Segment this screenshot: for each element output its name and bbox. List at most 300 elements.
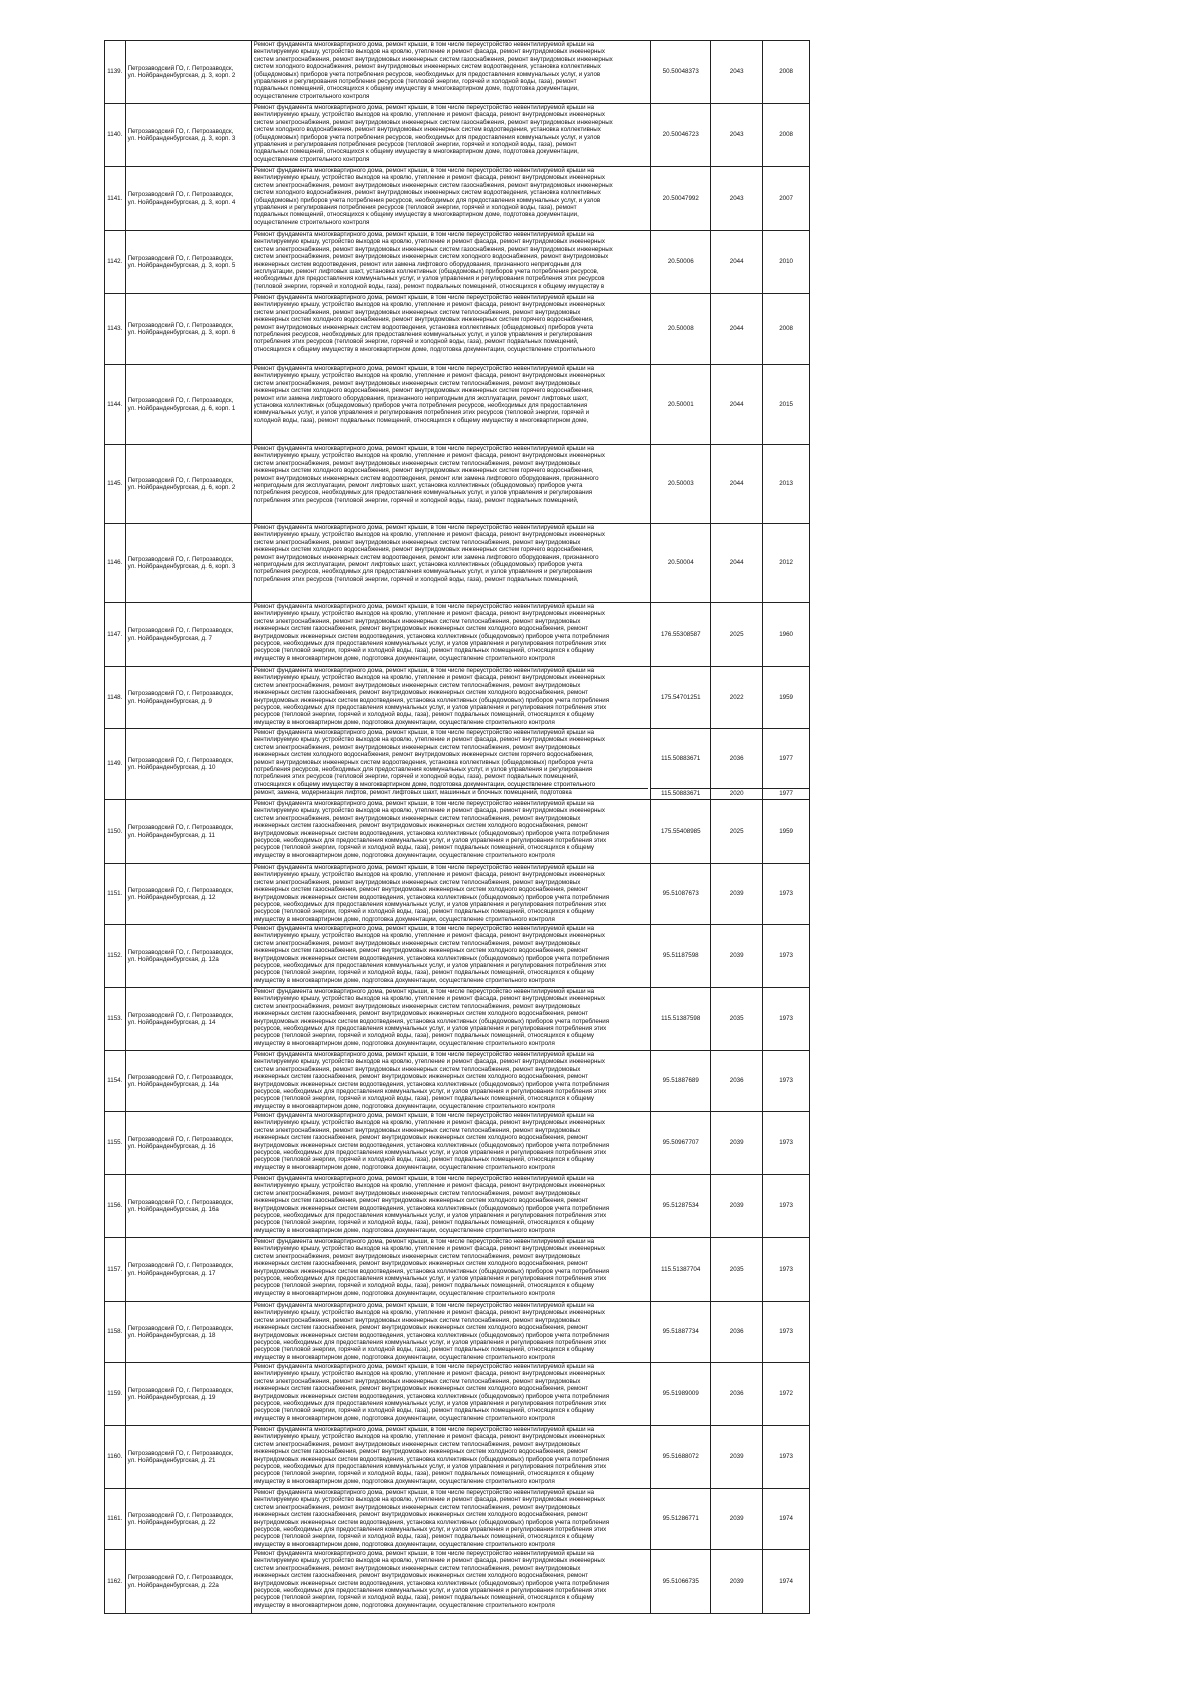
works-text	[254, 524, 649, 602]
table-row	[105, 603, 810, 667]
address-line-1: Петрозаводский ГО, г. Петрозаводск,	[127, 321, 234, 329]
works-line: имуществу в многоквартирном доме, подготовка документации, осуществление строительного контроля	[253, 1540, 555, 1548]
cost-cell: 95.51066735	[651, 1550, 711, 1614]
address-line-1: Петрозаводский ГО, г. Петрозаводск,	[127, 824, 234, 832]
works-line: систем электроснабжения, ремонт внутридомовых инженерных систем теплоснабжения, ремонт внутридомовых	[253, 878, 581, 886]
works-line: потребления этих ресурсов (тепловой энергии, горячей и холодной воды, газа), ремонт подвальных помещений,	[253, 575, 579, 583]
cost-value-lift: 115.50883671	[651, 788, 710, 799]
works-line: ресурсов (тепловой энергии, горячей и холодной воды, газа), ремонт подвальных помещений, относящихся к общему	[253, 1407, 595, 1415]
address-cell	[125, 729, 251, 800]
works-line: систем электроснабжения, ремонт внутридомовых инженерных систем теплоснабжения, ремонт внутридомовых	[253, 538, 581, 546]
works-line: Ремонт фундамента многоквартирного дома, ремонт крыши, в том числе переустройство невентилируемой крыши на	[253, 167, 595, 174]
works-list-cell	[251, 925, 651, 988]
row-number: 1153.	[105, 988, 126, 1051]
works-text	[254, 231, 649, 293]
plan-cell: 2043	[711, 41, 763, 104]
address-line-2: ул. Нойбранденбургская, д. 3, корп. 3	[127, 135, 236, 142]
works-line: систем электроснабжения, ремонт внутридомовых инженерных систем газоснабжения, ремонт внутридомовых инженерных	[253, 181, 613, 189]
works-line: систем электроснабжения, ремонт внутридомовых инженерных систем холодного водоснабжения, ремонт внутридомовых	[253, 253, 609, 261]
works-line: систем электроснабжения, ремонт внутридомовых инженерных систем теплоснабжения, ремонт внутридомовых	[253, 308, 581, 316]
row-number: 1160.	[105, 1426, 126, 1489]
works-line: ресурсов, необходимых для предоставления коммунальных услуг, и узлов управления и регулирования потребления этих	[253, 704, 607, 712]
works-line: ресурсов (тепловой энергии, горячей и холодной воды, газа), ремонт подвальных помещений, относящихся к общему	[253, 1032, 595, 1040]
year-cell: 2008	[763, 294, 810, 365]
works-line: инженерных систем газоснабжения, ремонт внутридомовых инженерных систем холодного водоснабжения, ремонт	[253, 947, 589, 955]
address-line-2: ул. Нойбранденбургская, д. 12а	[127, 956, 219, 963]
address-line-1: Петрозаводский ГО, г. Петрозаводск,	[127, 1324, 234, 1332]
works-line: ресурсов (тепловой энергии, горячей и холодной воды, газа), ремонт подвальных помещений, относящихся к общему	[253, 908, 595, 916]
address-line-1: Петрозаводский ГО, г. Петрозаводск,	[127, 476, 234, 484]
plan-cell: 2044	[711, 524, 763, 603]
works-list-cell	[251, 524, 651, 603]
row-number: 1162.	[105, 1550, 126, 1614]
address-line-2: ул. Нойбранденбургская, д. 3, корп. 5	[127, 262, 236, 269]
cost-cell: 20.50008	[651, 294, 711, 365]
works-line: имуществу в многоквартирном доме, подготовка документации, осуществление строительного контроля	[253, 1226, 555, 1234]
row-number: 1157.	[105, 1238, 126, 1302]
address-line-2: ул. Нойбранденбургская, д. 22	[127, 1519, 216, 1526]
table-row	[105, 1302, 810, 1363]
works-list-cell	[251, 667, 651, 729]
year-cell: 1960	[763, 603, 810, 667]
address-cell	[125, 231, 251, 294]
row-number: 1140.	[105, 104, 126, 167]
works-line: Ремонт фундамента многоквартирного дома, ремонт крыши, в том числе переустройство невентилируемой крыши на	[253, 1175, 595, 1182]
address-cell	[125, 1238, 251, 1302]
table-row	[105, 1426, 810, 1489]
row-number: 1139.	[105, 41, 126, 104]
address-cell	[125, 1363, 251, 1426]
works-line: Ремонт фундамента многоквартирного дома, ремонт крыши, в том числе переустройство невентилируемой крыши на	[253, 104, 595, 111]
year-cell: 2008	[763, 41, 810, 104]
works-line: вентилируемую крышу, устройство выходов на кровлю, утепление и ремонт фасада, ремонт внутридомовых инженерных	[253, 301, 605, 309]
works-line: ресурсов (тепловой энергии, горячей и холодной воды, газа), ремонт подвальных помещений, относящихся к общему	[253, 647, 595, 655]
year-cell: 2007	[763, 167, 810, 231]
works-text	[254, 41, 649, 103]
works-line: установка коллективных (общедомовых) приборов учета потребления ресурсов, необходимых для предоставления	[253, 402, 588, 410]
works-line: холодной воды, газа), ремонт подвальных помещений, относящихся к общему имуществу в многоквартирном доме,	[253, 416, 589, 424]
table-row	[105, 1550, 810, 1614]
works-line: инженерных систем газоснабжения, ремонт внутридомовых инженерных систем холодного водоснабжения, ремонт	[253, 1448, 589, 1456]
works-line: вентилируемую крышу, устройство выходов на кровлю, утепление и ремонт фасада, ремонт внутридомовых инженерных	[253, 736, 605, 744]
works-line: вентилируемую крышу, устройство выходов на кровлю, утепление и ремонт фасада, ремонт внутридомовых инженерных	[253, 1557, 605, 1565]
works-text	[254, 729, 649, 798]
works-text	[254, 988, 649, 1050]
works-line: ресурсов (тепловой энергии, горячей и холодной воды, газа), ремонт подвальных помещений, относящихся к общему	[253, 1470, 595, 1478]
works-line: инженерных систем газоснабжения, ремонт внутридомовых инженерных систем холодного водоснабжения, ремонт	[253, 1197, 589, 1205]
works-line: Ремонт фундамента многоквартирного дома, ремонт крыши, в том числе переустройство невентилируемой крыши на	[253, 667, 595, 674]
table-row	[105, 667, 810, 729]
works-list-cell	[251, 1112, 651, 1175]
works-line: ресурсов (тепловой энергии, горячей и холодной воды, газа), ремонт подвальных помещений, относящихся к общему	[253, 1346, 595, 1354]
works-list-cell	[251, 1489, 651, 1550]
cost-cell: 95.51887734	[651, 1302, 711, 1363]
works-line: управления и регулирования потребления ресурсов (тепловой энергии, горячей и холодной воды, газа), ремонт	[253, 78, 577, 86]
works-line: имуществу в многоквартирном доме, подготовка документации, осуществление строительного контроля	[253, 1102, 555, 1110]
works-line: вентилируемую крышу, устройство выходов на кровлю, утепление и ремонт фасада, ремонт внутридомовых инженерных	[253, 1496, 605, 1504]
address-cell	[125, 445, 251, 524]
table-row	[105, 167, 810, 231]
works-list-cell	[251, 864, 651, 925]
works-line: вентилируемую крышу, устройство выходов на кровлю, утепление и ремонт фасада, ремонт внутридомовых инженерных	[253, 1370, 605, 1378]
cost-cell: 95.51287534	[651, 1175, 711, 1238]
works-line: систем холодного водоснабжения, ремонт внутридомовых инженерных систем водоотведения, установка коллективных	[253, 63, 601, 71]
year-cell: 1973	[763, 925, 810, 988]
works-text	[254, 1302, 649, 1362]
works-line: ресурсов (тепловой энергии, горячей и холодной воды, газа), ремонт подвальных помещений, относящихся к общему	[253, 1219, 595, 1227]
cost-cell: 20.50003	[651, 445, 711, 524]
address-line-2: ул. Нойбранденбургская, д. 6, корп. 3	[127, 563, 236, 570]
works-line: систем электроснабжения, ремонт внутридомовых инженерных систем теплоснабжения, ремонт внутридомовых	[253, 743, 581, 751]
row-number: 1161.	[105, 1489, 126, 1550]
works-line: внутридомовых инженерных систем водоотведения, установка коллективных (общедомовых) приборов учета потребления	[253, 1392, 610, 1400]
address-cell	[125, 667, 251, 729]
address-line-1: Петрозаводский ГО, г. Петрозаводск,	[127, 1449, 234, 1457]
year-cell: 2008	[763, 104, 810, 167]
works-text	[254, 1426, 649, 1488]
row-number: 1143.	[105, 294, 126, 365]
works-line: ресурсов, необходимых для предоставления коммунальных услуг, и узлов управления и регулирования потребления этих	[253, 1275, 607, 1283]
row-number: 1156.	[105, 1175, 126, 1238]
works-line: систем электроснабжения, ремонт внутридомовых инженерных систем теплоснабжения, ремонт внутридомовых	[253, 1252, 581, 1260]
row-number: 1151.	[105, 864, 126, 925]
works-line: Ремонт фундамента многоквартирного дома, ремонт крыши, в том числе переустройство невентилируемой крыши на	[253, 1489, 595, 1496]
year-cell: 1974	[763, 1489, 810, 1550]
cost-cell: 95.51688072	[651, 1426, 711, 1489]
plan-cell: 2044	[711, 445, 763, 524]
works-line: Ремонт фундамента многоквартирного дома, ремонт крыши, в том числе переустройство невентилируемой крыши на	[253, 1238, 595, 1245]
works-line: внутридомовых инженерных систем водоотведения, установка коллективных (общедомовых) приборов учета потребления	[253, 954, 610, 962]
address-line-2: ул. Нойбранденбургская, д. 21	[127, 1457, 216, 1464]
table-body	[105, 41, 810, 1614]
works-line: Ремонт фундамента многоквартирного дома, ремонт крыши, в том числе переустройство невентилируемой крыши на	[253, 1112, 595, 1119]
works-line: подвальных помещений, относящихся к общему имуществу в многоквартирном доме, подготовка документации,	[253, 211, 579, 219]
works-line: Ремонт фундамента многоквартирного дома, ремонт крыши, в том числе переустройство невентилируемой крыши на	[253, 1426, 595, 1433]
works-line: систем холодного водоснабжения, ремонт внутридомовых инженерных систем водоотведения, установка коллективных	[253, 189, 601, 197]
works-line: инженерных систем газоснабжения, ремонт внутридомовых инженерных систем холодного водоснабжения, ремонт	[253, 1324, 589, 1332]
address-cell	[125, 104, 251, 167]
works-line: ресурсов, необходимых для предоставления коммунальных услуг, и узлов управления и регулирования потребления этих	[253, 1149, 607, 1157]
works-text	[254, 1238, 649, 1301]
works-line: вентилируемую крышу, устройство выходов на кровлю, утепление и ремонт фасада, ремонт внутридомовых инженерных	[253, 48, 605, 56]
works-line: вентилируемую крышу, устройство выходов на кровлю, утепление и ремонт фасада, ремонт внутридомовых инженерных	[253, 111, 605, 119]
works-line: Ремонт фундамента многоквартирного дома, ремонт крыши, в том числе переустройство невентилируемой крыши на	[253, 1051, 595, 1058]
address-line-2: ул. Нойбранденбургская, д. 3, корп. 2	[127, 72, 236, 79]
works-line: имуществу в многоквартирном доме, подготовка документации, осуществление строительного контроля	[253, 718, 555, 726]
works-line: вентилируемую крышу, устройство выходов на кровлю, утепление и ремонт фасада, ремонт внутридомовых инженерных	[253, 610, 605, 618]
row-number: 1158.	[105, 1302, 126, 1363]
year-value-lift: 1977	[763, 788, 809, 799]
plan-cell: 2036	[711, 1302, 763, 1363]
works-line: осуществление строительного контроля	[253, 155, 370, 163]
table-row	[105, 1489, 810, 1550]
works-line: Ремонт фундамента многоквартирного дома, ремонт крыши, в том числе переустройство невентилируемой крыши на	[253, 1302, 595, 1309]
cost-cell: 176.55308587	[651, 603, 711, 667]
works-line: имуществу в многоквартирном доме, подготовка документации, осуществление строительного контроля	[253, 654, 555, 662]
works-line: осуществление строительного контроля	[253, 92, 370, 100]
plan-cell: 2039	[711, 1175, 763, 1238]
works-list-cell	[251, 1426, 651, 1489]
works-list-cell	[251, 445, 651, 524]
works-line: инженерных систем газоснабжения, ремонт внутридомовых инженерных систем холодного водоснабжения, ремонт	[253, 1511, 589, 1519]
address-line-1: Петрозаводский ГО, г. Петрозаводск,	[127, 1574, 234, 1582]
plan-cell: 2036	[711, 1363, 763, 1426]
address-cell	[125, 1051, 251, 1112]
works-line: инженерных систем газоснабжения, ремонт внутридомовых инженерных систем холодного водоснабжения, ремонт	[253, 1073, 589, 1081]
works-line: инженерных систем холодного водоснабжения, ремонт внутридомовых инженерных систем горячего водоснабжения,	[253, 546, 594, 554]
works-line: вентилируемую крышу, устройство выходов на кровлю, утепление и ремонт фасада, ремонт внутридомовых инженерных	[253, 871, 605, 879]
works-line: внутридомовых инженерных систем водоотведения, установка коллективных (общедомовых) приборов учета потребления	[253, 1518, 610, 1526]
works-list-cell	[251, 988, 651, 1051]
works-line: систем электроснабжения, ремонт внутридомовых инженерных систем теплоснабжения, ремонт внутридомовых	[253, 1189, 581, 1197]
table-row	[105, 104, 810, 167]
address-cell	[125, 1426, 251, 1489]
works-line: ресурсов, необходимых для предоставления коммунальных услуг, и узлов управления и регулирования потребления этих	[253, 640, 607, 648]
works-line: ресурсов (тепловой энергии, горячей и холодной воды, газа), ремонт подвальных помещений, относящихся к общему	[253, 711, 595, 719]
table-row	[105, 1363, 810, 1426]
works-line: систем электроснабжения, ремонт внутридомовых инженерных систем теплоснабжения, ремонт внутридомовых	[253, 1440, 581, 1448]
address-line-1: Петрозаводский ГО, г. Петрозаводск,	[127, 1073, 234, 1081]
works-line: осуществление строительного контроля	[253, 218, 370, 226]
row-number: 1150.	[105, 800, 126, 864]
cost-cell: 20.50004	[651, 524, 711, 603]
address-line-1: Петрозаводский ГО, г. Петрозаводск,	[127, 1386, 234, 1394]
works-line: Ремонт фундамента многоквартирного дома, ремонт крыши, в том числе переустройство невентилируемой крыши на	[253, 603, 595, 610]
works-line: Ремонт фундамента многоквартирного дома, ремонт крыши, в том числе переустройство невентилируемой крыши на	[253, 524, 595, 531]
plan-cell: 2044	[711, 365, 763, 445]
plan-cell: 2022	[711, 667, 763, 729]
plan-cell: 2044	[711, 294, 763, 365]
works-line: имуществу в многоквартирном доме, подготовка документации, осуществление строительного контроля	[253, 851, 555, 859]
plan-value-lift: 2020	[711, 788, 762, 799]
works-line: имуществу в многоквартирном доме, подготовка документации, осуществление строительного контроля	[253, 1039, 555, 1047]
cost-cell: 50.50048373	[651, 41, 711, 104]
works-line: ремонт внутридомовых инженерных систем водоотведения, ремонт или замена лифтового оборудования, признанного	[253, 474, 599, 482]
works-line: потребления ресурсов, необходимых для предоставления коммунальных услуг, и узлов управления и регулирования	[253, 331, 593, 339]
address-line-2: ул. Нойбранденбургская, д. 19	[127, 1394, 216, 1401]
works-text	[254, 1363, 649, 1425]
works-list-cell	[251, 167, 651, 231]
works-line: инженерных систем холодного водоснабжения, ремонт внутридомовых инженерных систем горячего водоснабжения,	[253, 467, 594, 475]
table-row	[105, 800, 810, 864]
works-line: вентилируемую крышу, устройство выходов на кровлю, утепление и ремонт фасада, ремонт внутридомовых инженерных	[253, 372, 605, 380]
works-line: ресурсов (тепловой энергии, горячей и холодной воды, газа), ремонт подвальных помещений, относящихся к общему	[253, 1095, 595, 1103]
works-line: Ремонт фундамента многоквартирного дома, ремонт крыши, в том числе переустройство невентилируемой крыши на	[253, 1363, 595, 1370]
works-line: внутридомовых инженерных систем водоотведения, установка коллективных (общедомовых) приборов учета потребления	[253, 1017, 610, 1025]
works-line: потребления этих ресурсов (тепловой энергии, горячей и холодной воды, газа), ремонт подвальных помещений,	[253, 496, 579, 504]
works-line: потребления этих ресурсов (тепловой энергии, горячей и холодной воды, газа), ремонт подвальных помещений,	[253, 773, 579, 781]
address-cell	[125, 1175, 251, 1238]
works-line: (общедомовых) приборов учета потребления ресурсов, необходимых для предоставления коммунальных услуг, и узлов	[253, 70, 601, 78]
works-line: Ремонт фундамента многоквартирного дома, ремонт крыши, в том числе переустройство невентилируемой крыши на	[253, 365, 595, 372]
works-line: имуществу в многоквартирном доме, подготовка документации, осуществление строительного контроля	[253, 1289, 555, 1297]
works-text	[254, 1175, 649, 1237]
year-cell: 1974	[763, 1550, 810, 1614]
works-line: внутридомовых инженерных систем водоотведения, установка коллективных (общедомовых) приборов учета потребления	[253, 632, 610, 640]
works-text	[254, 294, 649, 364]
plan-cell: 2039	[711, 925, 763, 988]
table-row	[105, 294, 810, 365]
year-cell: 2013	[763, 445, 810, 524]
works-list-cell	[251, 800, 651, 864]
plan-cell: 2043	[711, 167, 763, 231]
works-line: потребления ресурсов, необходимых для предоставления коммунальных услуг, и узлов управления и регулирования	[253, 766, 593, 774]
plan-cell: 2039	[711, 1550, 763, 1614]
year-cell: 1973	[763, 864, 810, 925]
year-cell: 1973	[763, 1426, 810, 1489]
works-line: имуществу в многоквартирном доме, подготовка документации, осуществление строительного контроля	[253, 1353, 555, 1361]
works-line: вентилируемую крышу, устройство выходов на кровлю, утепление и ремонт фасада, ремонт внутридомовых инженерных	[253, 1182, 605, 1190]
works-list-cell	[251, 41, 651, 104]
works-line: инженерных систем газоснабжения, ремонт внутридомовых инженерных систем холодного водоснабжения, ремонт	[253, 689, 589, 697]
cost-cell: 95.51989009	[651, 1363, 711, 1426]
address-line-1: Петрозаводский ГО, г. Петрозаводск,	[127, 886, 234, 894]
works-line: систем электроснабжения, ремонт внутридомовых инженерных систем теплоснабжения, ремонт внутридомовых	[253, 1316, 581, 1324]
works-line: ресурсов, необходимых для предоставления коммунальных услуг, и узлов управления и регулирования потребления этих	[253, 1212, 607, 1220]
works-line: ресурсов, необходимых для предоставления коммунальных услуг, и узлов управления и регулирования потребления этих	[253, 1339, 607, 1347]
works-list-cell	[251, 104, 651, 167]
row-number: 1152.	[105, 925, 126, 988]
row-number: 1154.	[105, 1051, 126, 1112]
works-line: ремонт или замена лифтового оборудования, признанного непригодным для эксплуатации, ремонт лифтовых шахт,	[253, 394, 588, 402]
works-line: внутридомовых инженерных систем водоотведения, установка коллективных (общедомовых) приборов учета потребления	[253, 1080, 610, 1088]
works-line: ресурсов (тепловой энергии, горячей и холодной воды, газа), ремонт подвальных помещений, относящихся к общему	[253, 1594, 595, 1602]
works-text	[254, 864, 649, 924]
table-row	[105, 864, 810, 925]
works-line: инженерных систем холодного водоснабжения, ремонт внутридомовых инженерных систем горячего водоснабжения,	[253, 751, 594, 759]
works-line: инженерных систем газоснабжения, ремонт внутридомовых инженерных систем холодного водоснабжения, ремонт	[253, 625, 589, 633]
address-line-2: ул. Нойбранденбургская, д. 16	[127, 1143, 216, 1150]
works-line: Ремонт фундамента многоквартирного дома, ремонт крыши, в том числе переустройство невентилируемой крыши на	[253, 925, 595, 932]
year-cell: 1959	[763, 800, 810, 864]
works-line: Ремонт фундамента многоквартирного дома, ремонт крыши, в том числе переустройство невентилируемой крыши на	[253, 800, 595, 807]
works-line: имуществу в многоквартирном доме, подготовка документации, осуществление строительного контроля	[253, 915, 555, 923]
address-line-2: ул. Нойбранденбургская, д. 16а	[127, 1206, 219, 1213]
works-text	[254, 1051, 649, 1111]
row-number: 1148.	[105, 667, 126, 729]
works-text	[254, 667, 649, 728]
table-row	[105, 445, 810, 524]
cost-cell: 20.50006	[651, 231, 711, 294]
plan-cell: 2039	[711, 864, 763, 925]
address-cell	[125, 294, 251, 365]
address-line-2: ул. Нойбранденбургская, д. 11	[127, 831, 215, 839]
works-text	[254, 445, 649, 523]
works-text	[254, 167, 649, 230]
address-cell	[125, 524, 251, 603]
works-line: систем электроснабжения, ремонт внутридомовых инженерных систем теплоснабжения, ремонт внутридомовых	[253, 1503, 581, 1511]
address-line-1: Петрозаводский ГО, г. Петрозаводск,	[127, 397, 234, 405]
works-text	[254, 365, 649, 444]
address-line-1: Петрозаводский ГО, г. Петрозаводск,	[127, 191, 234, 199]
address-line-2: ул. Нойбранденбургская, д. 10	[127, 764, 216, 771]
address-cell	[125, 864, 251, 925]
works-line: систем электроснабжения, ремонт внутридомовых инженерных систем теплоснабжения, ремонт внутридомовых	[253, 814, 581, 822]
works-list-cell	[251, 1550, 651, 1614]
plan-cell: 2035	[711, 1238, 763, 1302]
works-line: систем электроснабжения, ремонт внутридомовых инженерных систем теплоснабжения, ремонт внутридомовых	[253, 1377, 581, 1385]
year-cell: 2010	[763, 231, 810, 294]
address-cell	[125, 1112, 251, 1175]
works-list-cell	[251, 603, 651, 667]
works-line: ресурсов (тепловой энергии, горячей и холодной воды, газа), ремонт подвальных помещений, относящихся к общему	[253, 1533, 595, 1541]
works-text	[254, 800, 649, 863]
works-text	[254, 925, 649, 987]
plan-cell: 2036	[711, 1051, 763, 1112]
works-line: внутридомовых инженерных систем водоотведения, установка коллективных (общедомовых) приборов учета потребления	[253, 1204, 610, 1212]
cost-cell: 115.51387704	[651, 1238, 711, 1302]
works-list-cell	[251, 365, 651, 445]
table-row	[105, 1238, 810, 1302]
address-line-1: Петрозаводский ГО, г. Петрозаводск,	[127, 1198, 234, 1206]
capital-repair-table	[104, 40, 810, 1614]
works-line: (общедомовых) приборов учета потребления ресурсов, необходимых для предоставления коммунальных услуг, и узлов	[253, 196, 601, 204]
table-row	[105, 988, 810, 1051]
row-number: 1145.	[105, 445, 126, 524]
works-line: непригодным для эксплуатации, ремонт лифтовых шахт, установка коллективных (общедомовых) приборов учета	[253, 561, 583, 569]
table-row	[105, 729, 810, 800]
works-line-lift	[254, 797, 649, 798]
works-line: вентилируемую крышу, устройство выходов на кровлю, утепление и ремонт фасада, ремонт внутридомовых инженерных	[253, 1245, 605, 1253]
address-line-1: Петрозаводский ГО, г. Петрозаводск,	[127, 254, 234, 262]
address-cell	[125, 1302, 251, 1363]
works-line: систем электроснабжения, ремонт внутридомовых инженерных систем теплоснабжения, ремонт внутридомовых	[253, 617, 581, 625]
works-line: ресурсов, необходимых для предоставления коммунальных услуг, и узлов управления и регулирования потребления этих	[253, 1587, 607, 1595]
row-number: 1149.	[105, 729, 126, 800]
plan-cell: 2039	[711, 1112, 763, 1175]
works-line: инженерных систем водоотведения, ремонт или замена лифтового оборудования, признанного непригодным для	[253, 260, 582, 268]
address-line-2: ул. Нойбранденбургская, д. 3, корп. 4	[127, 198, 236, 206]
address-line-2: ул. Нойбранденбургская, д. 7	[127, 634, 212, 642]
works-line: систем электроснабжения, ремонт внутридомовых инженерных систем теплоснабжения, ремонт внутридомовых	[253, 1002, 581, 1010]
works-line: ресурсов (тепловой энергии, горячей и холодной воды, газа), ремонт подвальных помещений, относящихся к общему	[253, 969, 595, 977]
year-cell: 2012	[763, 524, 810, 603]
address-line-2: ул. Нойбранденбургская, д. 14	[127, 1019, 216, 1026]
plan-cell: 2039	[711, 1489, 763, 1550]
works-line: ресурсов, необходимых для предоставления коммунальных услуг, и узлов управления и регулирования потребления этих	[253, 1088, 607, 1096]
row-number: 1147.	[105, 603, 126, 667]
works-line: Ремонт фундамента многоквартирного дома, ремонт крыши, в том числе переустройство невентилируемой крыши на	[253, 294, 595, 301]
works-list-cell	[251, 1363, 651, 1426]
works-line: ресурсов (тепловой энергии, горячей и холодной воды, газа), ремонт подвальных помещений, относящихся к общему	[253, 1282, 595, 1290]
works-line: ресурсов, необходимых для предоставления коммунальных услуг, и узлов управления и регулирования потребления этих	[253, 1463, 607, 1471]
address-line-1: Петрозаводский ГО, г. Петрозаводск,	[127, 1262, 234, 1270]
works-list-cell	[251, 1302, 651, 1363]
works-line: потребления этих ресурсов (тепловой энергии, горячей и холодной воды, газа), ремонт подвальных помещений,	[253, 338, 579, 346]
address-line-1: Петрозаводский ГО, г. Петрозаводск,	[127, 1511, 234, 1519]
works-line: вентилируемую крышу, устройство выходов на кровлю, утепление и ремонт фасада, ремонт внутридомовых инженерных	[253, 1433, 605, 1441]
cost-cell: 95.51187598	[651, 925, 711, 988]
year-cell: 1973	[763, 1112, 810, 1175]
works-line: систем электроснабжения, ремонт внутридомовых инженерных систем теплоснабжения, ремонт внутридомовых	[253, 459, 581, 467]
works-line: вентилируемую крышу, устройство выходов на кровлю, утепление и ремонт фасада, ремонт внутридомовых инженерных	[253, 174, 605, 182]
works-line: Ремонт фундамента многоквартирного дома, ремонт крыши, в том числе переустройство невентилируемой крыши на	[253, 1550, 595, 1557]
works-line: ресурсов, необходимых для предоставления коммунальных услуг, и узлов управления и регулирования потребления этих	[253, 1526, 607, 1534]
works-list-cell	[251, 1238, 651, 1302]
cost-cell: 95.51887689	[651, 1051, 711, 1112]
works-line: ресурсов, необходимых для предоставления коммунальных услуг, и узлов управления и регулирования потребления этих	[253, 1025, 607, 1033]
row-number: 1141.	[105, 167, 126, 231]
works-line: имуществу в многоквартирном доме, подготовка документации, осуществление строительного контроля	[253, 976, 555, 984]
works-text	[254, 1489, 649, 1549]
works-text	[254, 1112, 649, 1174]
works-line: вентилируемую крышу, устройство выходов на кровлю, утепление и ремонт фасада, ремонт внутридомовых инженерных	[253, 1058, 605, 1066]
works-line: вентилируемую крышу, устройство выходов на кровлю, утепление и ремонт фасада, ремонт внутридомовых инженерных	[253, 531, 605, 539]
works-line: Ремонт фундамента многоквартирного дома, ремонт крыши, в том числе переустройство невентилируемой крыши на	[253, 864, 595, 871]
cost-cell	[651, 729, 711, 800]
works-line: вентилируемую крышу, устройство выходов на кровлю, утепление и ремонт фасада, ремонт внутридомовых инженерных	[253, 674, 605, 682]
works-line: внутридомовых инженерных систем водоотведения, установка коллективных (общедомовых) приборов учета потребления	[253, 1579, 610, 1587]
